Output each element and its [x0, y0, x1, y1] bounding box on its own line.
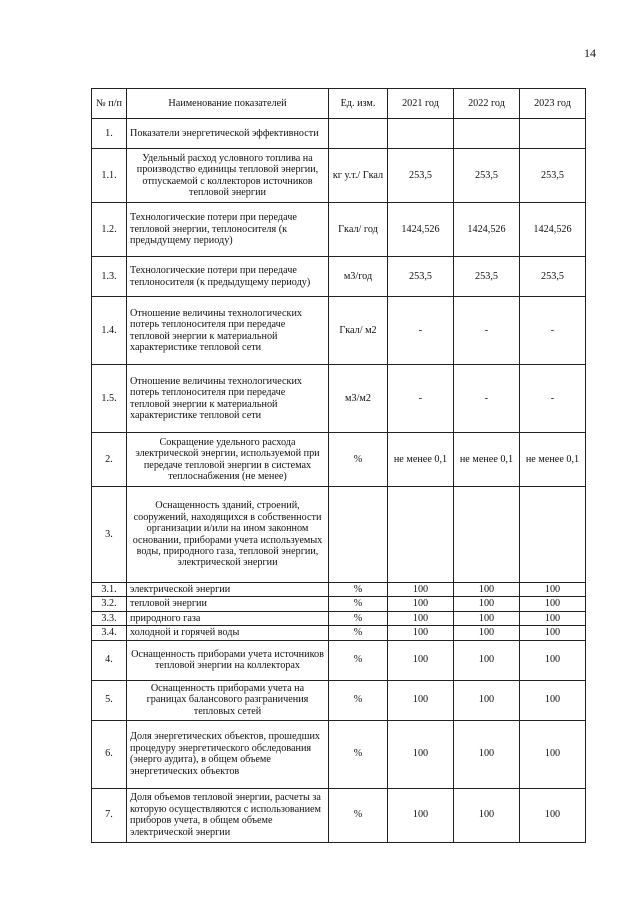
row-name: Доля энергетических объектов, прошедших процедуру энергетического обследования (энерго аудита), в общем объеме энергетических объектов [127, 720, 329, 788]
table-row [92, 680, 586, 720]
row-unit: м3/м2 [329, 365, 388, 433]
row-value-2021 [388, 119, 454, 149]
table-row [92, 119, 586, 149]
row-value-2021: 253,5 [388, 149, 454, 203]
row-value-2022: 253,5 [454, 257, 520, 297]
row-name: природного газа [127, 611, 329, 625]
row-name: тепловой энергии [127, 597, 329, 611]
row-value-2022: 100 [454, 640, 520, 680]
row-unit: Гкал/ год [329, 203, 388, 257]
row-value-2022: не менее 0,1 [454, 433, 520, 487]
row-name: Удельный расход условного топлива на производство единицы тепловой энергии, отпускаемой с коллекторов источников тепловой энергии [127, 149, 329, 203]
row-number: 1.1. [92, 149, 127, 203]
indicators-table [91, 88, 586, 843]
table-row [92, 720, 586, 788]
row-value-2021: - [388, 297, 454, 365]
row-name: Оснащенность приборами учета источников тепловой энергии на коллекторах [127, 640, 329, 680]
row-value-2021: - [388, 365, 454, 433]
header-cell-2021: 2021 год [388, 89, 454, 119]
row-unit: м3/год [329, 257, 388, 297]
row-value-2021: 100 [388, 720, 454, 788]
row-name: холодной и горячей воды [127, 626, 329, 640]
row-value-2023: - [520, 365, 586, 433]
table-row [92, 640, 586, 680]
row-number: 3.4. [92, 626, 127, 640]
row-value-2023: 253,5 [520, 149, 586, 203]
row-value-2022 [454, 487, 520, 583]
row-name: Оснащенность зданий, строений, сооружений, находящихся в собственности организации и/или на ином законном основании, приборами учета используемых воды, природного газа, тепловой энергии, электрической энергии [127, 487, 329, 583]
table-row [92, 297, 586, 365]
row-number: 4. [92, 640, 127, 680]
row-value-2023: 100 [520, 597, 586, 611]
header-cell-unit: Ед. изм. [329, 89, 388, 119]
row-value-2023: 100 [520, 611, 586, 625]
row-number: 3.2. [92, 597, 127, 611]
row-value-2021: 100 [388, 640, 454, 680]
row-name: Отношение величины технологических потерь теплоносителя при передаче тепловой энергии к материальной характеристике тепловой сети [127, 297, 329, 365]
table-row [92, 203, 586, 257]
header-cell-2023: 2023 год [520, 89, 586, 119]
row-unit: % [329, 433, 388, 487]
row-unit: % [329, 611, 388, 625]
row-value-2021: 100 [388, 626, 454, 640]
table-row [92, 611, 586, 625]
row-number: 7. [92, 788, 127, 842]
row-unit: % [329, 680, 388, 720]
row-name: электрической энергии [127, 583, 329, 597]
row-value-2022: 100 [454, 720, 520, 788]
row-unit: % [329, 788, 388, 842]
row-number: 6. [92, 720, 127, 788]
table-body [92, 119, 586, 843]
row-value-2021: 1424,526 [388, 203, 454, 257]
row-number: 3. [92, 487, 127, 583]
row-number: 1.4. [92, 297, 127, 365]
row-number: 1.5. [92, 365, 127, 433]
row-name: Технологические потери при передаче тепловой энергии, теплоносителя (к предыдущему периоду) [127, 203, 329, 257]
row-value-2022: - [454, 297, 520, 365]
table-row [92, 433, 586, 487]
table-row [92, 626, 586, 640]
row-value-2023 [520, 119, 586, 149]
row-value-2022: 100 [454, 680, 520, 720]
row-value-2023: 100 [520, 680, 586, 720]
row-number: 1. [92, 119, 127, 149]
row-value-2023: 100 [520, 640, 586, 680]
row-unit: % [329, 626, 388, 640]
table-row [92, 149, 586, 203]
row-unit: кг у.т./ Гкал [329, 149, 388, 203]
row-unit: Гкал/ м2 [329, 297, 388, 365]
row-value-2023: 100 [520, 788, 586, 842]
row-value-2023: 1424,526 [520, 203, 586, 257]
row-value-2021: 253,5 [388, 257, 454, 297]
row-value-2022: 100 [454, 583, 520, 597]
row-number: 3.3. [92, 611, 127, 625]
row-value-2022: 253,5 [454, 149, 520, 203]
row-unit: % [329, 583, 388, 597]
header-cell-name: Наименование показателей [127, 89, 329, 119]
table-row [92, 788, 586, 842]
row-value-2023: не менее 0,1 [520, 433, 586, 487]
row-value-2022: 100 [454, 788, 520, 842]
row-value-2021: 100 [388, 680, 454, 720]
page-number: 14 [584, 46, 596, 60]
row-name: Показатели энергетической эффективности [127, 119, 329, 149]
row-value-2021: 100 [388, 583, 454, 597]
row-number: 1.2. [92, 203, 127, 257]
header-cell-2022: 2022 год [454, 89, 520, 119]
row-unit: % [329, 720, 388, 788]
row-name: Доля объемов тепловой энергии, расчеты за которую осуществляются с использованием приборов учета, в общем объеме электрической энергии [127, 788, 329, 842]
row-unit: % [329, 640, 388, 680]
row-number: 3.1. [92, 583, 127, 597]
row-name: Отношение величины технологических потерь теплоносителя при передаче тепловой энергии к материальной характеристике тепловой сети [127, 365, 329, 433]
table-header-row [92, 89, 586, 119]
row-value-2023: - [520, 297, 586, 365]
row-value-2022: 100 [454, 626, 520, 640]
row-value-2022: 100 [454, 611, 520, 625]
row-name: Технологические потери при передаче теплоносителя (к предыдущему периоду) [127, 257, 329, 297]
table-row [92, 487, 586, 583]
row-value-2021: 100 [388, 611, 454, 625]
row-value-2023: 100 [520, 720, 586, 788]
row-value-2023: 100 [520, 583, 586, 597]
row-number: 5. [92, 680, 127, 720]
row-unit [329, 487, 388, 583]
row-value-2022 [454, 119, 520, 149]
row-number: 1.3. [92, 257, 127, 297]
row-value-2022: - [454, 365, 520, 433]
row-value-2023 [520, 487, 586, 583]
table-row [92, 583, 586, 597]
row-value-2021: 100 [388, 597, 454, 611]
row-value-2021 [388, 487, 454, 583]
table-row [92, 597, 586, 611]
row-number: 2. [92, 433, 127, 487]
row-value-2023: 253,5 [520, 257, 586, 297]
row-value-2022: 1424,526 [454, 203, 520, 257]
table-row [92, 365, 586, 433]
row-value-2022: 100 [454, 597, 520, 611]
table-row [92, 257, 586, 297]
row-name: Оснащенность приборами учета на границах балансового разграничения тепловых сетей [127, 680, 329, 720]
row-value-2023: 100 [520, 626, 586, 640]
row-value-2021: 100 [388, 788, 454, 842]
row-name: Сокращение удельного расхода электрической энергии, используемой при передаче тепловой энергии в системах теплоснабжения (не менее) [127, 433, 329, 487]
header-cell-number: № п/п [92, 89, 127, 119]
row-value-2021: не менее 0,1 [388, 433, 454, 487]
row-unit [329, 119, 388, 149]
row-unit: % [329, 597, 388, 611]
